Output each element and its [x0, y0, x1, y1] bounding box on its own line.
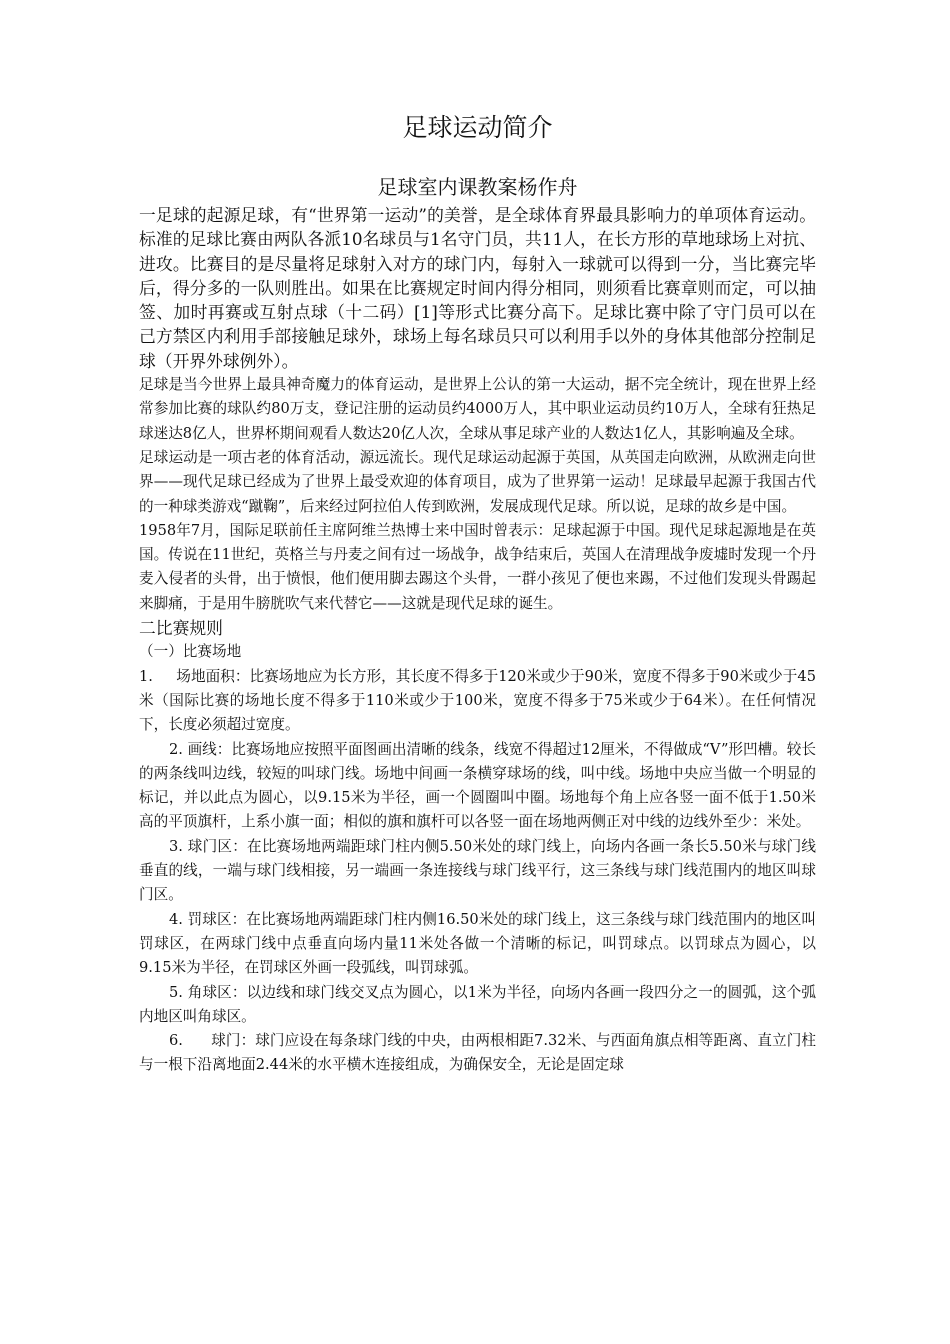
rule-item-field-size: 1. 场地面积：比赛场地应为长方形，其长度不得多于120米或少于90米，宽度不得多于90米或少于45米（国际比赛的场地长度不得多于110米或少于100米，宽度不得多于75米或少于64米）。在任何情况下，长度必须超过宽度。 [139, 667, 816, 734]
rule-item-penalty-area: 4. 罚球区：在比赛场地两端距球门柱内侧16.50米处的球门线上，这三条线与球门线范围内的地区叫罚球区，在两球门线中点垂直向场内量11米处各做一个清晰的标记，叫罚球点。以罚球点为圆心，以9.15米为半径，在罚球区外画一段弧线，叫罚球弧。 [139, 910, 816, 977]
paragraph-origin: 一足球的起源足球，有“世界第一运动”的美誉，是全球体育界最具影响力的单项体育运动。标准的足球比赛由两队各派10名球员与1名守门员，共11人，在长方形的草地球场上对抗、进攻。比赛目的是尽量将足球射入对方的球门内，每射入一球就可以得到一分，当比赛完毕后，得分多的一队则胜出。如果在比赛规定时间内得分相同，则须看比赛章则而定，可以抽签、加时再赛或互射点球（十二码）[1]等形式比赛分高下。足球比赛中除了守门员可以在己方禁区内利用手部接触足球外，球场上每名球员只可以利用手以外的身体其他部分控制足球（开界外球例外）。 [139, 205, 816, 371]
subsection-heading-field: （一）比赛场地 [139, 643, 242, 661]
document-body [139, 110, 816, 1078]
rule-item-goal: 6. 球门：球门应设在每条球门线的中央，由两根相距7.32米、与西面角旗点相等距离、直立门柱与一根下沿离地面2.44米的水平横木连接组成，为确保安全，无论是固定球 [139, 1032, 816, 1074]
rule-item-lines: 2. 画线：比赛场地应按照平面图画出清晰的线条，线宽不得超过12厘米，不得做成“V”形凹槽。较长的两条线叫边线，较短的叫球门线。场地中间画一条横穿球场的线，叫中线。场地中央应当做一个明显的标记，并以此点为圆心，以9.15米为半径，画一个圆圈叫中圈。场地每个角上应各竖一面不低于1.50米高的平顶旗杆，上系小旗一面；相似的旗和旗杆可以各竖一面在场地两侧正对中线的边线外至少：米处。 [139, 740, 816, 831]
paragraph-legend: 1958年7月，国际足联前任主席阿维兰热博士来中国时曾表示：足球起源于中国。现代足球起源地是在英国。传说在11世纪，英格兰与丹麦之间有过一场战争，战争结束后，英国人在清理战争废墟时发现一个丹麦入侵者的头骨，出于愤恨，他们便用脚去踢这个头骨，一群小孩见了便也来踢，不过他们发现头骨踢起来脚痛，于是用牛膀胱吹气来代替它——这就是现代足球的诞生。 [139, 521, 816, 612]
rule-item-goal-area: 3. 球门区：在比赛场地两端距球门柱内侧5.50米处的球门线上，向场内各画一条长5.50米与球门线垂直的线，一端与球门线相接，另一端画一条连接线与球门线平行，这三条线与球门线范围内的地区叫球门区。 [139, 837, 816, 904]
paragraph-popularity: 足球是当今世界上最具神奇魔力的体育运动，是世界上公认的第一大运动，据不完全统计，现在世界上经常参加比赛的球队约80万支，登记注册的运动员约4000万人，其中职业运动员约10万人，全球有狂热足球迷达8亿人，世界杯期间观看人数达20亿人次，全球从事足球产业的人数达1亿人，其影响遍及全球。 [139, 376, 816, 442]
document-title: 足球运动简介 [402, 113, 553, 142]
rule-item-corner-area: 5. 角球区：以边线和球门线交叉点为圆心，以1米为半径，向场内各画一段四分之一的圆弧，这个弧内地区叫角球区。 [139, 983, 816, 1025]
section-heading-rules: 二比赛规则 [139, 618, 223, 639]
document-subtitle: 足球室内课教案杨作舟 [377, 175, 578, 199]
paragraph-history: 足球运动是一项古老的体育活动，源远流长。现代足球运动起源于英国，从英国走向欧洲，从欧洲走向世界——现代足球已经成为了世界上最受欢迎的体育项目，成为了世界第一运动！足球最早起源于我国古代的一种球类游戏“蹴鞠”，后来经过阿拉伯人传到欧洲，发展成现代足球。所以说，足球的故乡是中国。 [139, 448, 816, 515]
